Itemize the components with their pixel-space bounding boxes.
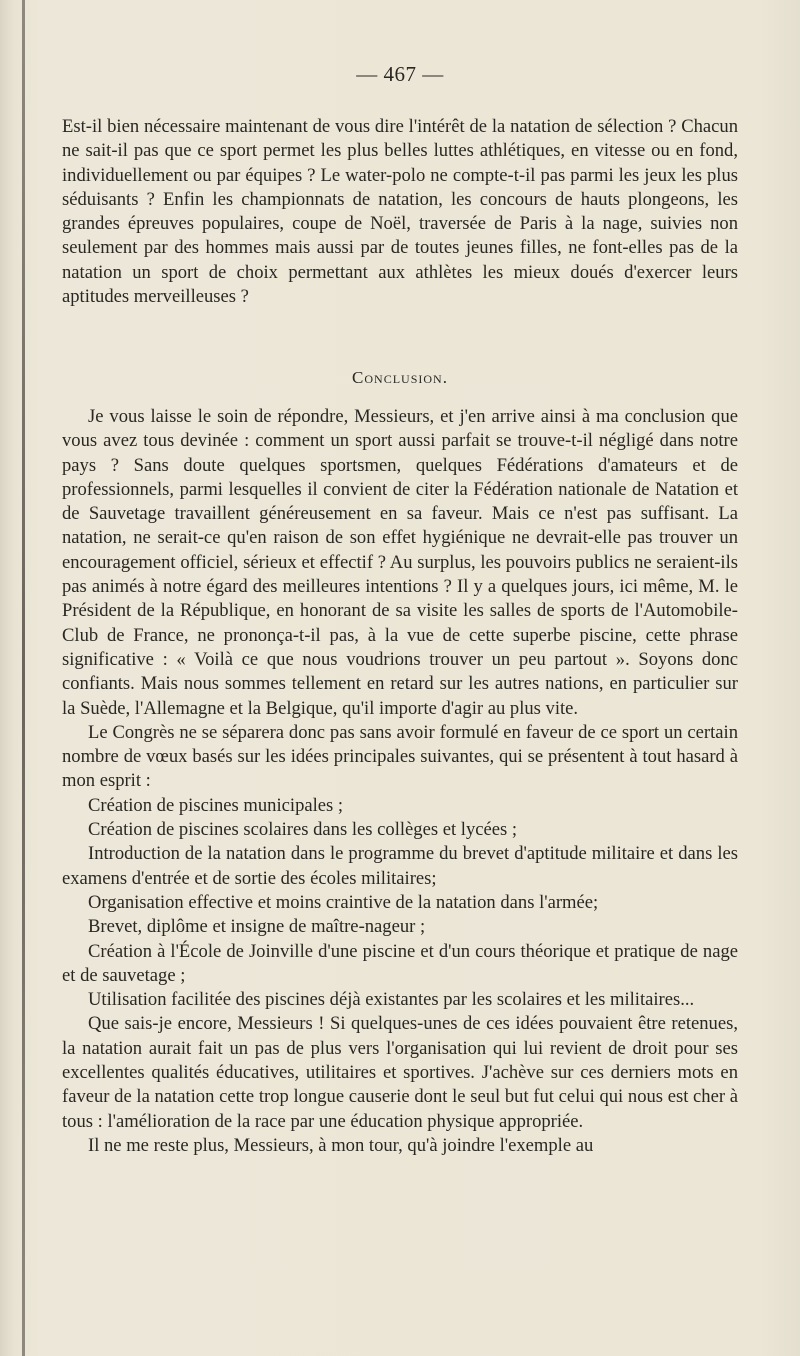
intro-paragraph: Est-il bien nécessaire maintenant de vous dire l'intérêt de la natation de sélection ? Chacun ne sait-il pas que ce sport permet les plus belles luttes athlétiques, en vitesse ou en fond, individuellement ou par équipes ? Le water-polo ne compte-t-il pas parmi les jeux les plus séduisants ? Enfin les championnats de natation, les concours de hauts plongeons, les grandes épreuves populaires, coupe de Noël, traversée de Paris à la nage, suivies non seulement par des hommes mais aussi par de toutes jeunes filles, ne font-elles pas de la natation un sport de choix permettant aux athlètes les mieux doués d'exercer leurs aptitudes merveilleuses ? [62,116,738,308]
intro-text-block [62,115,738,309]
list-item: Création à l'École de Joinville d'une piscine et d'un cours théorique et pratique de nage et de sauvetage ; [62,940,738,986]
paragraph: Que sais-je encore, Messieurs ! Si quelques-unes de ces idées pouvaient être retenues, la natation aurait fait un pas de plus vers l'organisation qui lui revient de droit pour ses excellentes qualités éducatives, utilitaires et sportives. J'achève sur ces derniers mots en faveur de la natation cette trop longue causerie dont le seul but fut celui qui nous est cher à tous : l'amélioration de la race par une éducation physique appropriée. [62,1013,738,1132]
list-item: Brevet, diplôme et insigne de maître-nageur ; [88,916,426,938]
paragraph: Il ne me reste plus, Messieurs, à mon tour, qu'à joindre l'exemple au [88,1134,594,1156]
section-heading: Conclusion. [352,368,448,387]
list-item: Création de piscines municipales ; [88,794,344,816]
list-item: Création de piscines scolaires dans les collèges et lycées ; [88,819,518,841]
binding-edge [22,0,25,1356]
page-number: — 467 — [356,62,444,86]
paragraph: Je vous laisse le soin de répondre, Messieurs, et j'en arrive ainsi à ma conclusion que vous avez tous devinée : comment un sport aussi parfait se trouve-t-il négligé dans notre pays ? Sans doute quelques sportsmen, quelques Fédérations d'amateurs et de professionnels, parmi lesquelles il convient de citer la Fédération nationale de Natation et de Sauvetage travaillent généreusement en sa faveur. Mais ce n'est pas suffisant. La natation, ne serait-ce qu'en raison de son effet hygiénique ne devrait-elle pas trouver un encouragement officiel, sérieux et effectif ? Au surplus, les pouvoirs publics ne seraient-ils pas animés à notre égard des meilleures intentions ? Il y a quelques jours, ici même, M. le Président de la République, en honorant de sa visite les salles de sports de l'Automobile-Club de France, ne prononça-t-il pas, à la vue de cette superbe piscine, cette phrase significative : « Voilà ce que nous voudrions trouver un peu partout ». Soyons donc confiants. Mais nous sommes tellement en retard sur les autres nations, en particulier sur la Suède, l'Allemagne et la Belgique, qu'il importe d'agir au plus vite. [62,406,738,719]
list-item: Introduction de la natation dans le programme du brevet d'aptitude militaire et dans les examens d'entrée et de sortie des écoles militaires; [62,843,738,889]
list-item: Utilisation facilitée des piscines déjà existantes par les scolaires et les militaires... [88,989,695,1011]
paragraph: Le Congrès ne se séparera donc pas sans avoir formulé en faveur de ce sport un certain nombre de vœux basés sur les idées principales suivantes, qui se présentent à tout hasard à mon esprit : [62,721,738,792]
conclusion-text-block [62,405,738,1158]
list-item: Organisation effective et moins craintive de la natation dans l'armée; [88,891,599,913]
